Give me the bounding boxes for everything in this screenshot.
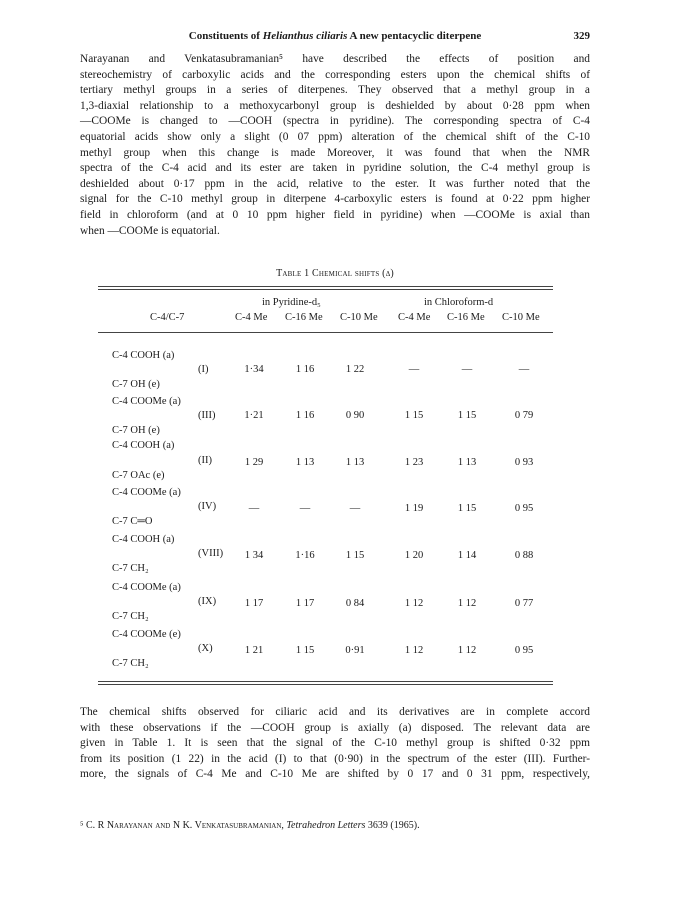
- table-cell: 0 84: [345, 598, 365, 609]
- text-line: spectra of the C-4 acid and its ester are taken in pyridine solution, the C-4 methyl group is: [80, 162, 590, 175]
- row-label-bottom: C-7 C═O: [112, 516, 153, 527]
- table-cell: 1 12: [457, 598, 477, 609]
- column-header: C-16 Me: [447, 312, 485, 323]
- table-cell: 1 29: [244, 457, 264, 468]
- footnote: [80, 820, 590, 831]
- table-cell: 1·21: [244, 410, 264, 421]
- row-label-bottom: C-7 CH₂: [112, 658, 149, 669]
- table-cell: 1·34: [244, 364, 264, 375]
- table-cell: 0 95: [514, 645, 534, 656]
- text-line: more, the signals of C-4 Me and C-10 Me are shifted by 0 17 and 0 31 ppm, respectively,: [80, 768, 590, 781]
- table-header-rule: [98, 332, 553, 333]
- table-cell: 1 12: [404, 598, 424, 609]
- text-line: when —COOMe is equatorial.: [80, 224, 220, 237]
- footnote-marker: ⁵: [80, 820, 84, 831]
- table-cell: —: [248, 503, 260, 514]
- row-label-top: C-4 COOH (a): [112, 440, 175, 451]
- table-cell: 0 79: [514, 410, 534, 421]
- running-title-species: Helianthus ciliaris: [262, 30, 348, 42]
- table-cell: —: [408, 364, 420, 375]
- text-line: 1,3-diaxial relationship to a methoxycarbonyl group is deshielded by about 0·28 ppm when: [80, 99, 590, 112]
- text-line: field in chloroform (and at 0 10 ppm higher field in pyridine) when —COOMe is axial than: [80, 208, 590, 221]
- text-line: equatorial acids show only a slight (0 07 ppm) alteration of the chemical shift of the C-10: [80, 130, 590, 143]
- table-cell: 0 88: [514, 550, 534, 561]
- row-label-bottom: C-7 OH (e): [112, 379, 160, 390]
- row-label-top: C-4 COOH (a): [112, 534, 175, 545]
- table-cell: 1 14: [457, 550, 477, 561]
- column-header: C-4 Me: [398, 312, 431, 323]
- row-label-top: C-4 COOMe (a): [112, 487, 181, 498]
- row-label-top: C-4 COOH (a): [112, 350, 175, 361]
- table-top-rule-double: [98, 289, 553, 290]
- column-header: C-10 Me: [340, 312, 378, 323]
- table-cell: 1 19: [404, 503, 424, 514]
- table-cell: 1 22: [345, 364, 365, 375]
- text-line: The chemical shifts observed for ciliaric acid and its derivatives are in complete accord: [80, 706, 590, 718]
- footnote-citation: 3639 (1965).: [365, 820, 420, 831]
- table-cell: 0 90: [345, 410, 365, 421]
- table-cell: 1 20: [404, 550, 424, 561]
- text-line: signal for the C-10 methyl group in diterpene 4-carboxylic esters is found at 0·22 ppm higher: [80, 193, 590, 206]
- text-line: deshielded about 0·17 ppm in the acid, relative to the ester. It was further noted that the: [80, 177, 590, 190]
- table-top-rule: [98, 286, 553, 287]
- row-label-bottom: C-7 OH (e): [112, 425, 160, 436]
- table-cell: 1·16: [295, 550, 315, 561]
- running-title-suffix: A new pentacyclic diterpene: [347, 30, 482, 42]
- text-line: tertiary methyl groups in a series of diterpenes. They observed that a methyl group in a: [80, 84, 590, 97]
- table-cell: 1 15: [457, 503, 477, 514]
- table-cell: 1 15: [457, 410, 477, 421]
- compound-number: (X): [198, 643, 213, 654]
- compound-number: (IX): [198, 596, 217, 607]
- table-bottom-rule: [98, 681, 553, 682]
- table-cell: 1 12: [457, 645, 477, 656]
- text-line: methyl group when this change is made Moreover, it was found that when the NMR: [80, 146, 590, 159]
- running-header: [80, 30, 590, 46]
- table-cell: 1 15: [295, 645, 315, 656]
- paragraph-intro: [80, 52, 590, 239]
- compound-number: (II): [198, 455, 212, 466]
- group-header-pyridine: in Pyridine-d₅: [262, 297, 321, 308]
- footnote-journal: Tetrahedron Letters: [286, 820, 366, 831]
- table-cell: 0 77: [514, 598, 534, 609]
- table-cell: 1 12: [404, 645, 424, 656]
- column-header: C-4 Me: [235, 312, 268, 323]
- column-header: C-16 Me: [285, 312, 323, 323]
- row-label-bottom: C-7 OAc (e): [112, 470, 165, 481]
- table-cell: 1 17: [295, 598, 315, 609]
- row-label-top: C-4 COOMe (a): [112, 582, 181, 593]
- column-header-c4-c7: C-4/C-7: [150, 312, 185, 323]
- running-title-prefix: Constituents of: [188, 30, 263, 42]
- table-cell: —: [299, 503, 311, 514]
- row-label-top: C-4 COOMe (e): [112, 629, 181, 640]
- text-line: with these observations if the —COOH group is axially (a) disposed. The relevant data are: [80, 721, 590, 734]
- table-cell: 1 21: [244, 645, 264, 656]
- table-cell: 1 23: [404, 457, 424, 468]
- row-label-top: C-4 COOMe (a): [112, 396, 181, 407]
- table-cell: 1 16: [295, 410, 315, 421]
- text-line: stereochemistry of carboxylic acids and the corresponding esters upon the chemical shifts of: [80, 68, 590, 81]
- column-header: C-10 Me: [502, 312, 540, 323]
- row-label-bottom: C-7 CH₂: [112, 563, 149, 574]
- table-cell: 1 13: [457, 457, 477, 468]
- text-line: from its position (1 22) in the acid (I) to that (0·90) in the spectrum of the ester (III). Further-: [80, 752, 590, 765]
- table-cell: —: [461, 364, 473, 375]
- table-caption: Table 1 Chemical shifts (δ): [276, 268, 394, 279]
- table-cell: 1 17: [244, 598, 264, 609]
- text-line: given in Table 1. It is seen that the signal of the C-10 methyl group is shifted 0·32 ppm: [80, 737, 590, 750]
- group-header-chloroform: in Chloroform-d: [424, 297, 494, 308]
- table-cell: 1 34: [244, 550, 264, 561]
- table-cell: 1 16: [295, 364, 315, 375]
- compound-number: (III): [198, 410, 216, 421]
- table-bottom-rule-double: [98, 684, 553, 685]
- compound-number: (I): [198, 364, 209, 375]
- table-cell: —: [518, 364, 530, 375]
- table-cell: 1 15: [404, 410, 424, 421]
- table-cell: 1 13: [345, 457, 365, 468]
- table-cell: 0 93: [514, 457, 534, 468]
- text-line: Narayanan and Venkatasubramanian⁵ have described the effects of position and: [80, 53, 590, 65]
- page-number: 329: [573, 30, 590, 42]
- table-cell: 1 15: [345, 550, 365, 561]
- running-title: [80, 30, 590, 42]
- table-cell: 0·91: [345, 645, 365, 656]
- paragraph-discussion: [80, 705, 590, 783]
- compound-number: (IV): [198, 501, 217, 512]
- footnote-authors: C. R Narayanan and N K. Venkatasubramanian,: [83, 820, 287, 831]
- table-cell: 1 13: [295, 457, 315, 468]
- table-cell: —: [349, 503, 361, 514]
- row-label-bottom: C-7 CH₂: [112, 611, 149, 622]
- text-line: —COOMe is changed to —COOH (spectra in pyridine). The corresponding spectra of C-4: [80, 115, 590, 128]
- compound-number: (VIII): [198, 548, 224, 559]
- table-cell: 0 95: [514, 503, 534, 514]
